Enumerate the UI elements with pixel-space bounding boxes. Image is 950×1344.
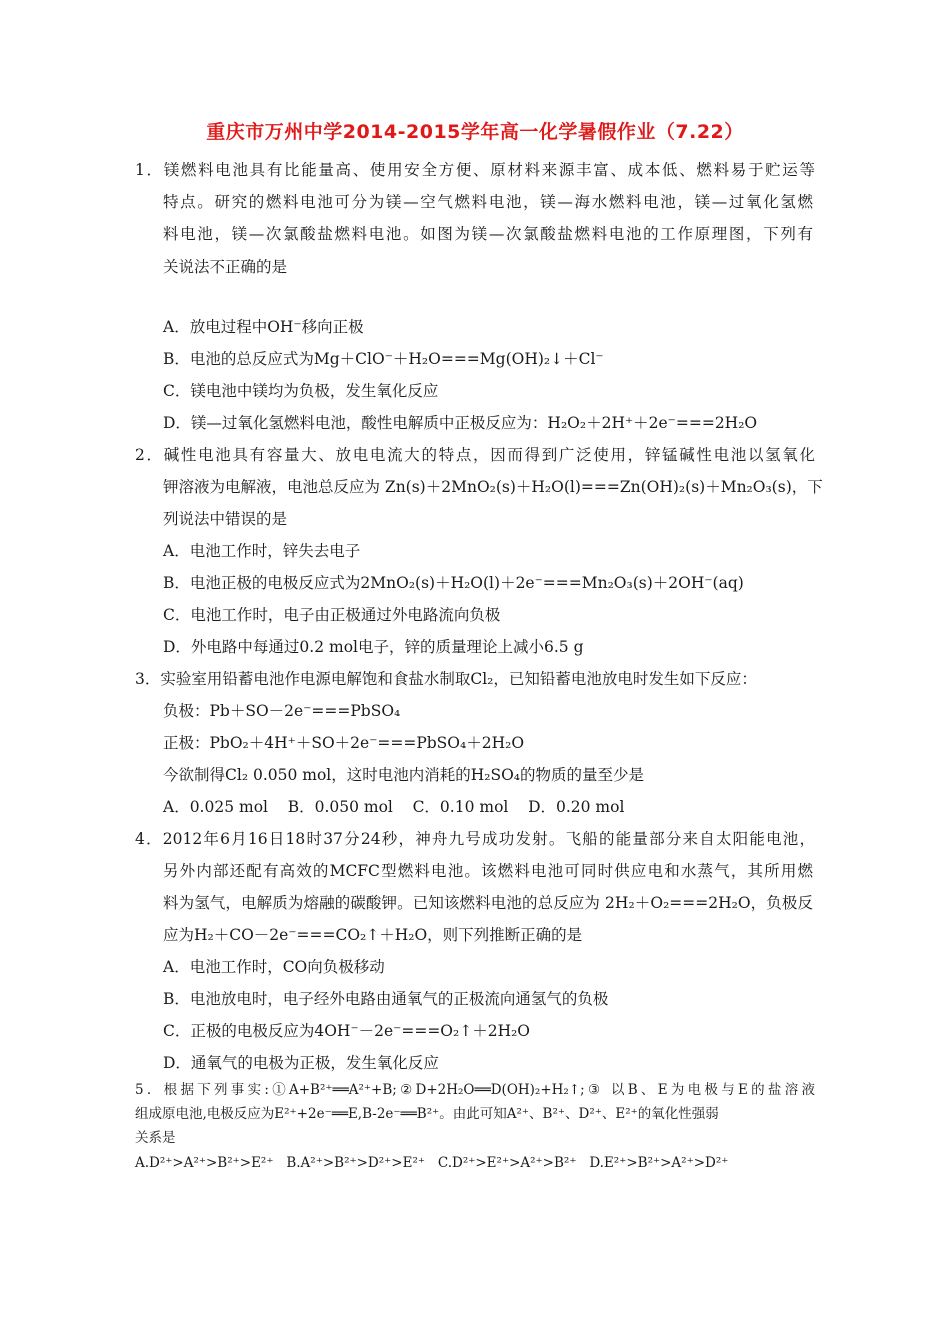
q3-negative-electrode: 负极：Pb＋SO－2e⁻===PbSO₄ — [163, 702, 401, 720]
q1-stem-line-3: 料电池，镁—次氯酸盐燃料电池。如图为镁—次氯酸盐燃料电池的工作原理图，下列有 — [163, 225, 813, 243]
q5-stem-line-3: 关系是 — [135, 1130, 176, 1146]
q1-option-c: C．镁电池中镁均为负极，发生氧化反应 — [163, 382, 439, 400]
q1-option-a: A．放电过程中OH⁻移向正极 — [163, 318, 364, 336]
q4-option-c: C．正极的电极反应为4OH⁻－2e⁻===O₂↑＋2H₂O — [163, 1022, 531, 1040]
document-title: 重庆市万州中学2014-2015学年高一化学暑假作业（7.22） — [206, 121, 744, 143]
q3-options: A．0.025 mol B．0.050 mol C．0.10 mol D．0.20 mol — [163, 798, 625, 816]
q4-stem-line-1: 4．2012年6月16日18时37分24秒，神舟九号成功发射。飞船的能量部分来自太阳能电池， — [135, 830, 815, 848]
q5-stem-line-1: 5．根据下列事实:①A+B²⁺══A²⁺+B;②D+2H₂O══D(OH)₂+H₂↑;③ 以B、E为电极与E的盐溶液 — [135, 1082, 815, 1098]
q4-option-d: D．通氧气的电极为正极，发生氧化反应 — [163, 1054, 439, 1072]
q2-stem-line-3: 列说法中错误的是 — [163, 510, 288, 528]
q1-option-d: D．镁—过氧化氢燃料电池，酸性电解质中正极反应为：H₂O₂＋2H⁺＋2e⁻===2H₂O — [163, 414, 758, 432]
q1-stem-line-1: 1．镁燃料电池具有比能量高、使用安全方便、原材料来源丰富、成本低、燃料易于贮运等 — [135, 161, 815, 179]
q4-option-b: B．电池放电时，电子经外电路由通氧气的正极流向通氢气的负极 — [163, 990, 609, 1008]
q3-positive-electrode: 正极：PbO₂＋4H⁺＋SO＋2e⁻===PbSO₄＋2H₂O — [163, 734, 525, 752]
q5-options: A.D²⁺>A²⁺>B²⁺>E²⁺ B.A²⁺>B²⁺>D²⁺>E²⁺ C.D²⁺>E²⁺>A²⁺>B²⁺ D.E²⁺>B²⁺>A²⁺>D²⁺ — [135, 1155, 729, 1171]
q2-option-c: C．电池工作时，电子由正极通过外电路流向负极 — [163, 606, 501, 624]
q2-stem-line-2: 钾溶液为电解液，电池总反应为 Zn(s)＋2MnO₂(s)＋H₂O(l)===Zn(OH)₂(s)＋Mn₂O₃(s)，下 — [163, 478, 823, 496]
q1-stem-line-4: 关说法不正确的是 — [163, 258, 288, 276]
q3-question: 今欲制得Cl₂ 0.050 mol，这时电池内消耗的H₂SO₄的物质的量至少是 — [163, 766, 645, 784]
q1-option-b: B．电池的总反应式为Mg＋ClO⁻＋H₂O===Mg(OH)₂↓＋Cl⁻ — [163, 350, 604, 368]
q5-stem-line-2: 组成原电池,电极反应为E²⁺+2e⁻══E,B-2e⁻══B²⁺。由此可知A²⁺、B²⁺、D²⁺、E²⁺的氧化性强弱 — [135, 1106, 719, 1122]
q4-stem-line-2: 另外内部还配有高效的MCFC型燃料电池。该燃料电池可同时供应电和水蒸气，其所用燃 — [163, 862, 813, 880]
q2-option-d: D．外电路中每通过0.2 mol电子，锌的质量理论上减小6.5 g — [163, 638, 584, 656]
q1-stem-line-2: 特点。研究的燃料电池可分为镁—空气燃料电池，镁—海水燃料电池，镁—过氧化氢燃 — [163, 193, 813, 211]
q4-stem-line-3: 料为氢气，电解质为熔融的碳酸钾。已知该燃料电池的总反应为 2H₂＋O₂===2H₂O，负极反 — [163, 894, 813, 912]
q2-option-b: B．电池正极的电极反应式为2MnO₂(s)＋H₂O(l)＋2e⁻===Mn₂O₃(s)＋2OH⁻(aq) — [163, 574, 744, 592]
q4-stem-line-4: 应为H₂＋CO－2e⁻===CO₂↑＋H₂O，则下列推断正确的是 — [163, 926, 583, 944]
q2-stem-line-1: 2．碱性电池具有容量大、放电电流大的特点，因而得到广泛使用，锌锰碱性电池以氢氧化 — [135, 446, 815, 464]
q4-option-a: A．电池工作时，CO向负极移动 — [163, 958, 385, 976]
q3-stem-line-1: 3．实验室用铅蓄电池作电源电解饱和食盐水制取Cl₂，已知铅蓄电池放电时发生如下反应： — [135, 670, 757, 688]
q2-option-a: A．电池工作时，锌失去电子 — [163, 542, 361, 560]
